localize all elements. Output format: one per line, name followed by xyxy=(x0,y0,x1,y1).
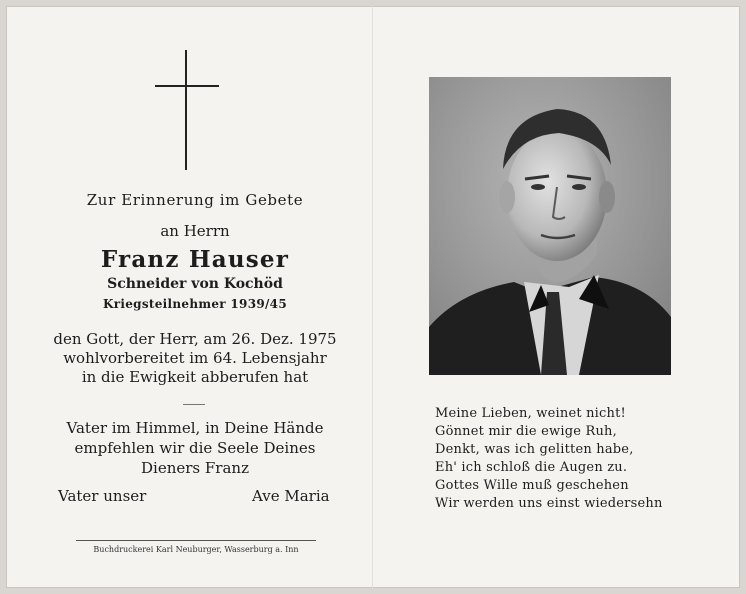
veteran-note: Kriegsteilnehmer 1939/45 xyxy=(103,297,287,311)
poem-line: Gottes Wille muß geschehen xyxy=(435,478,629,493)
prayer-vater-unser: Vater unser xyxy=(58,487,147,505)
poem-line: Eh' ich schloß die Augen zu. xyxy=(435,460,628,475)
occupation: Schneider von Kochöd xyxy=(107,276,283,292)
poem-line: Meine Lieben, weinet nicht! xyxy=(435,406,626,421)
poem-line: Wir werden uns einst wiedersehn xyxy=(435,496,663,511)
death-line: in die Ewigkeit abberufen hat xyxy=(81,368,309,386)
remembrance-title: Zur Erinnerung im Gebete xyxy=(86,191,304,209)
death-line: wohlvorbereitet im 64. Lebensjahr xyxy=(63,349,327,367)
prayer-ave-maria: Ave Maria xyxy=(252,487,330,505)
prayer-line: Vater im Himmel, in Deine Hände xyxy=(66,419,324,437)
cross-icon xyxy=(185,50,187,170)
death-line: den Gott, der Herr, am 26. Dez. 1975 xyxy=(53,330,337,348)
portrait-photo xyxy=(429,77,671,375)
printer-rule xyxy=(76,540,316,541)
prayer-line: Dieners Franz xyxy=(141,459,249,477)
printer-credit: Buchdruckerei Karl Neuburger, Wasserburg a. Inn xyxy=(93,545,299,554)
poem-line: Denkt, was ich gelitten habe, xyxy=(435,442,634,457)
salutation: an Herrn xyxy=(160,222,230,240)
portrait-image xyxy=(429,77,671,375)
deceased-name: Franz Hauser xyxy=(100,246,290,273)
poem-line: Gönnet mir die ewige Ruh, xyxy=(435,424,617,439)
prayer-line: empfehlen wir die Seele Deines xyxy=(74,439,316,457)
farewell-poem xyxy=(435,405,663,513)
divider xyxy=(183,404,205,405)
cross-icon-bar xyxy=(155,85,219,87)
death-notice xyxy=(30,330,360,387)
card-fold xyxy=(372,6,373,588)
prayer-text xyxy=(30,418,360,478)
